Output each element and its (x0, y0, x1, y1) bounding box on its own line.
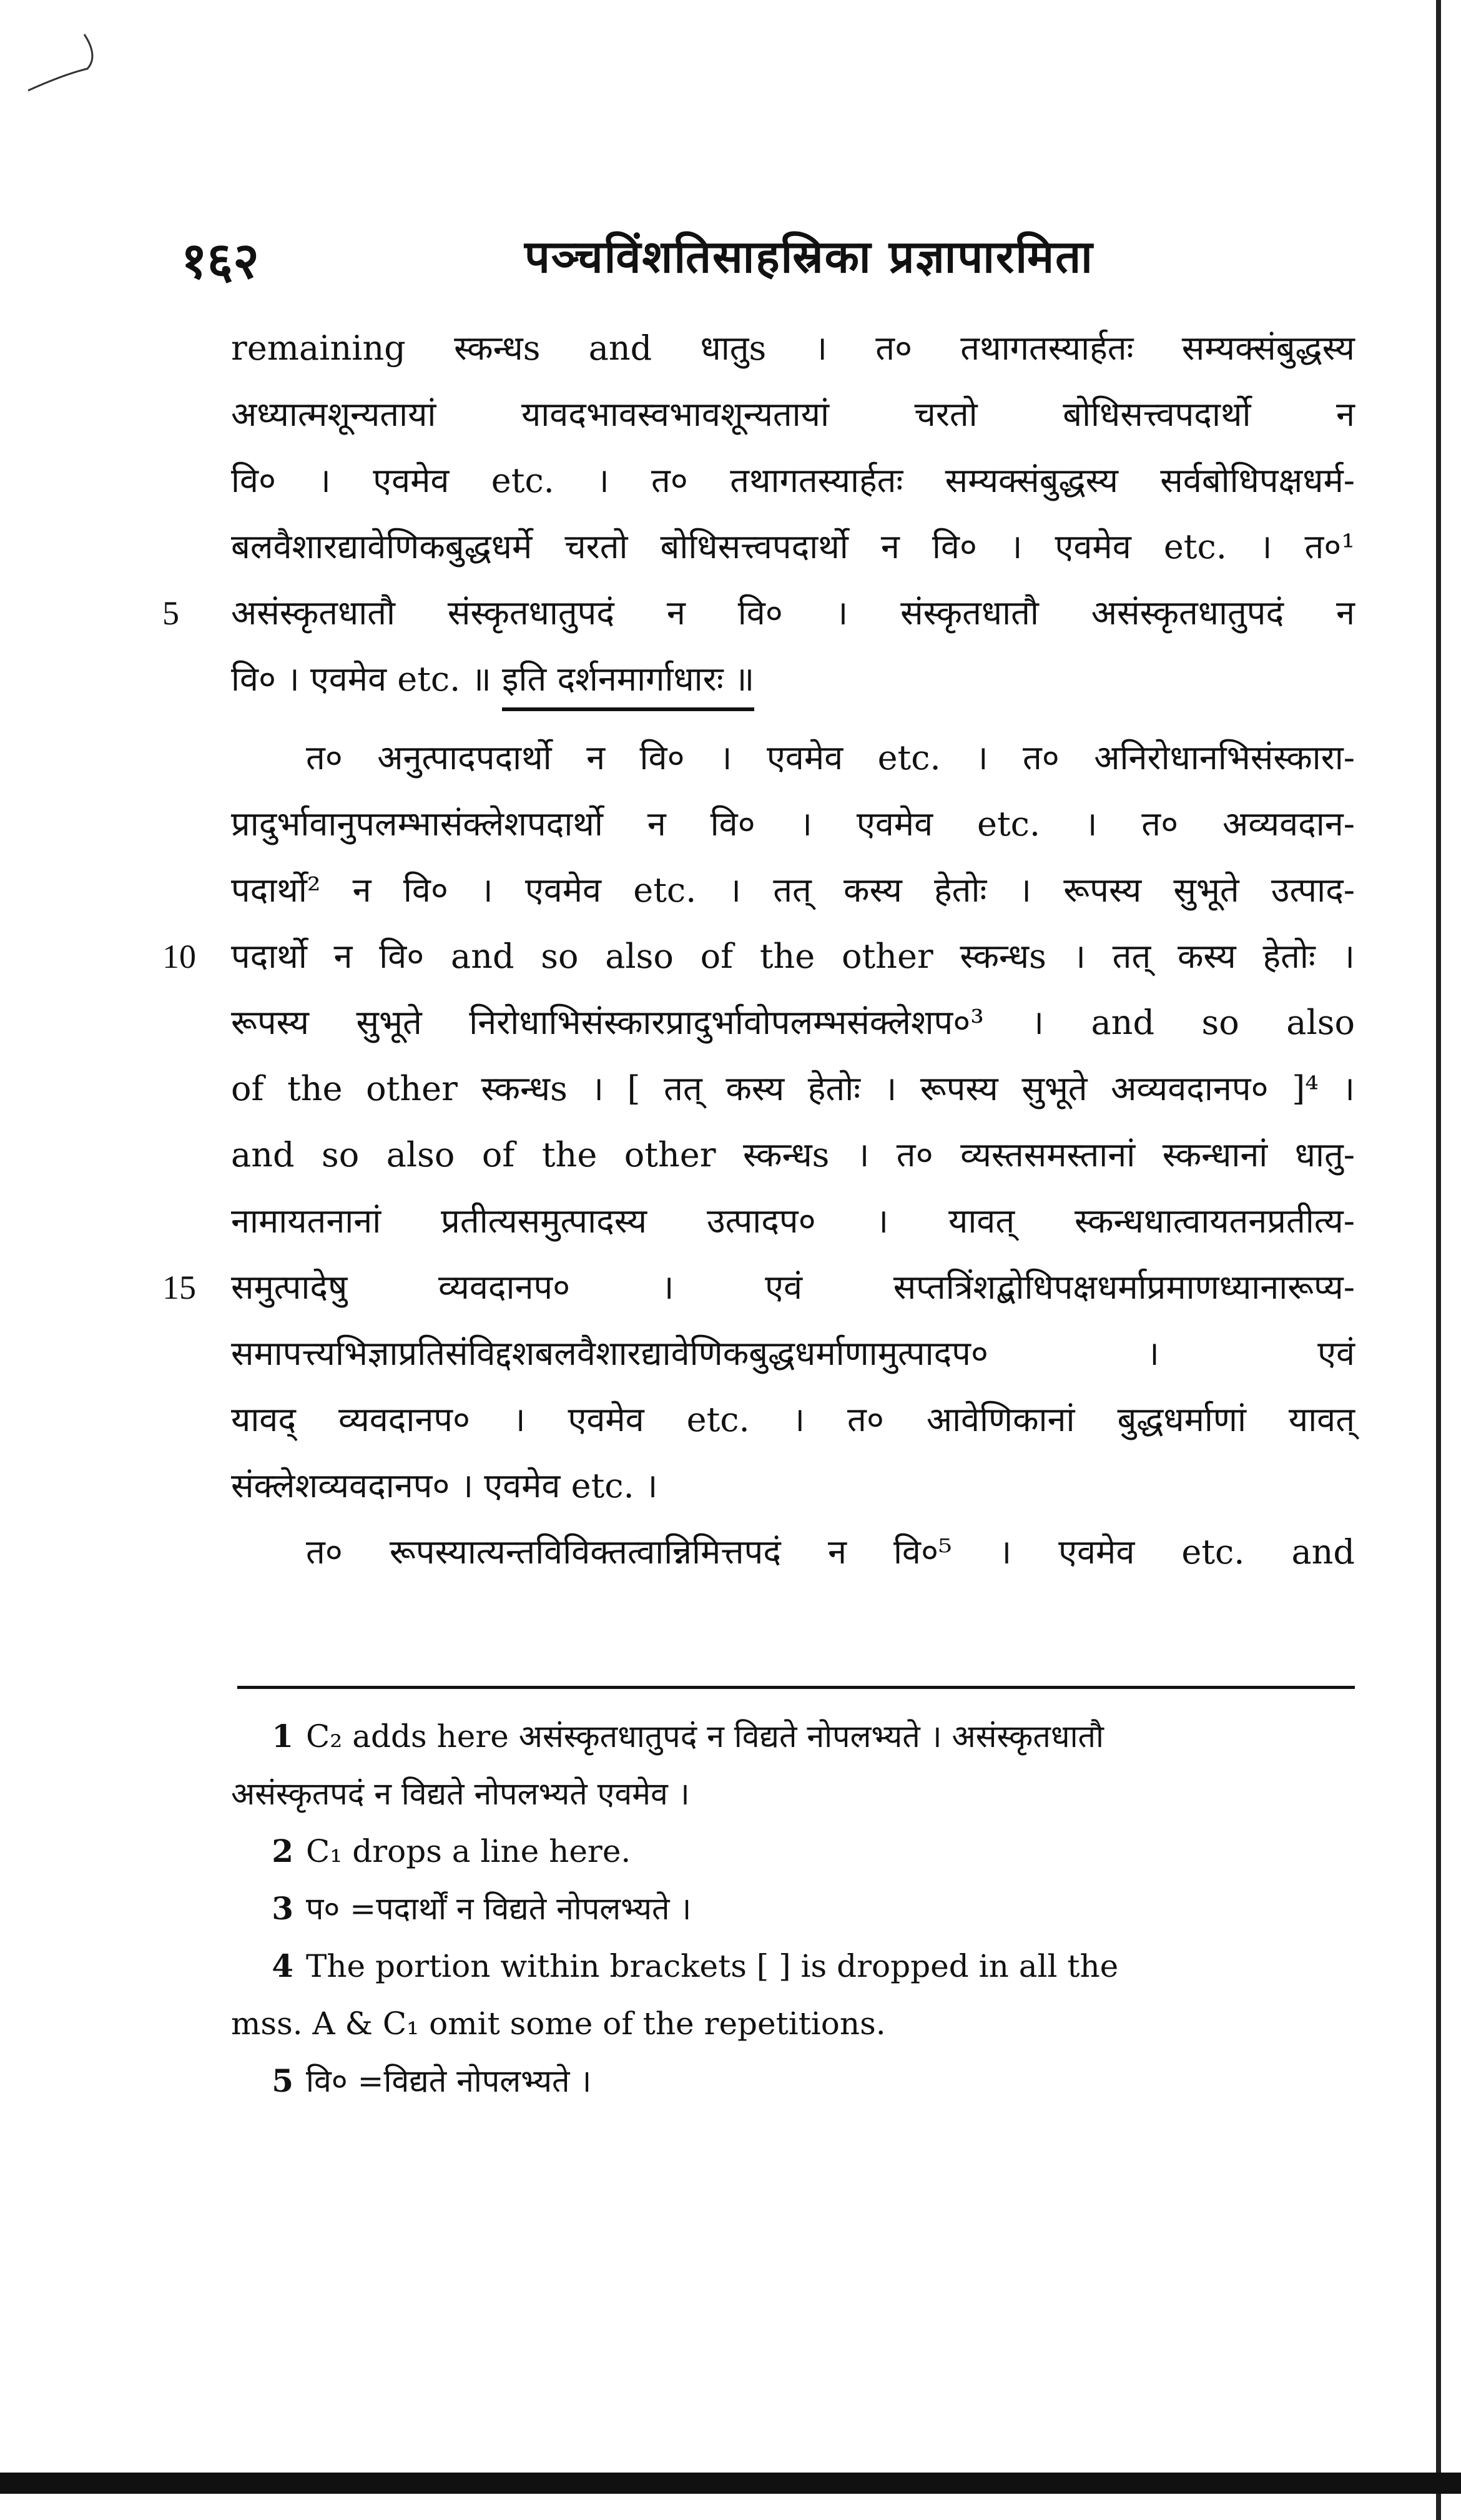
text-line: संक्लेशव्यवदानप० । एवमेव etc. । (231, 1466, 658, 1505)
text-line: समापत्त्यभिज्ञाप्रतिसंविद्दशबलवैशारद्यावेणिकबुद्धधर्माणामुत्पादप० । एवं (231, 1334, 1355, 1373)
text-line: रूपस्य सुभूते निरोधाभिसंस्कारप्रादुर्भावोपलम्भसंक्लेशप०³ । and so also (231, 1003, 1355, 1042)
text-line: प्रादुर्भावानुपलम्भासंक्लेशपदार्थो न वि० । एवमेव etc. । त० अव्यवदान- (231, 804, 1355, 844)
text-line: नामायतनानां प्रतीत्यसमुत्पादस्य उत्पादप० । यावत् स्कन्धधात्वायतनप्रतीत्य- (231, 1201, 1355, 1241)
paragraph-gap (231, 712, 1355, 725)
corner-pencil-mark (25, 31, 100, 94)
text-line-content: पदार्थो न वि० and so also of the other स्कन्धs । तत् कस्य हेतोः । (231, 937, 1355, 976)
footnote-number: 1 (272, 1718, 293, 1755)
text-line: यावद् व्यवदानप० । एवमेव etc. । त० आवेणिकानां बुद्धधर्माणां यावत् (231, 1400, 1355, 1439)
text-line: remaining स्कन्धs and धातुs । त० तथागतस्यार्हतः सम्यक्संबुद्धस्य (231, 328, 1355, 368)
footnote (231, 1823, 1355, 1880)
line-number: 5 (162, 594, 179, 632)
text-line-content: असंस्कृतधातौ संस्कृतधातुपदं न वि० । संस्कृतधातौ असंस्कृतधातुपदं न (231, 593, 1355, 632)
footnote-text: The portion within brackets [ ] is dropped in all the (306, 1948, 1119, 1984)
main-text (162, 315, 1355, 1585)
footnote (231, 1937, 1355, 1995)
text-line: वि० । एवमेव etc. । त० तथागतस्यार्हतः सम्यक्संबुद्धस्य सर्वबोधिपक्षधर्म- (231, 461, 1355, 500)
footnote (231, 2052, 1355, 2110)
text-line (162, 1254, 1355, 1321)
page-number: १६२ (181, 231, 259, 290)
text-line (162, 580, 1355, 646)
line-number: 15 (162, 1269, 196, 1306)
text-line: त० रूपस्यात्यन्तविविक्तत्वान्निमित्तपदं न वि०⁵ । एवमेव etc. and (306, 1532, 1355, 1572)
text-line: and so also of the other स्कन्धs । त० व्यस्तसमस्तानां स्कन्धानां धातु- (231, 1135, 1355, 1174)
running-title: पञ्चविंशतिसाहस्रिका प्रज्ञापारमिता (524, 230, 1094, 283)
section-end-underlined: इति दर्शनमार्गाधारः ॥ (502, 651, 754, 711)
footnote-number: 4 (272, 1947, 293, 1984)
footnote (231, 1708, 1355, 1765)
page-header (181, 225, 1367, 293)
footnote (231, 1880, 1355, 1937)
text-line: पदार्थो² न वि० । एवमेव etc. । तत् कस्य हेतोः । रूपस्य सुभूते उत्पाद- (231, 870, 1355, 910)
footnote-continuation: असंस्कृतपदं न विद्यते नोपलभ्यते एवमेव । (231, 1776, 690, 1812)
footnote-number: 5 (272, 2062, 293, 2099)
footnote-divider (237, 1686, 1355, 1689)
footnote-continuation: mss. A & C₁ omit some of the repetitions. (231, 2006, 886, 2042)
text-line-content: समुत्पादेषु व्यवदानप० । एवं सप्तत्रिंशद्बोधिपक्षधर्माप्रमाणध्यानारूप्य- (231, 1267, 1355, 1307)
text-line (162, 923, 1355, 990)
footnote-text: प० =पदार्थों न विद्यते नोपलभ्यते । (306, 1891, 692, 1927)
text-line-content: वि० । एवमेव etc. ॥ (231, 659, 502, 699)
page-edge (1436, 0, 1441, 2520)
text-line: of the other स्कन्धs । [ तत् कस्य हेतोः । रूपस्य सुभूते अव्यवदानप० ]⁴ । (231, 1069, 1355, 1108)
text-line (231, 646, 1355, 712)
text-line: त० अनुत्पादपदार्थो न वि० । एवमेव etc. । त० अनिरोधानभिसंस्कारा- (306, 738, 1355, 777)
footnotes (231, 1708, 1355, 2110)
footnote-number: 2 (272, 1833, 293, 1869)
footnote-text: वि० =विद्यते नोपलभ्यते । (306, 2063, 592, 2099)
scan-border (0, 2473, 1461, 2494)
text-line: अध्यात्मशून्यतायां यावदभावस्वभावशून्यतायां चरतो बोधिसत्त्वपदार्थो न (231, 395, 1355, 434)
footnote-number: 3 (272, 1890, 293, 1927)
footnote-text: C₁ drops a line here. (306, 1833, 631, 1869)
footnote-text: C₂ adds here असंस्कृतधातुपदं न विद्यते नोपलभ्यते । असंस्कृतधातौ (306, 1718, 1104, 1755)
text-line: बलवैशारद्यावेणिकबुद्धधर्मे चरतो बोधिसत्त्वपदार्थो न वि० । एवमेव etc. । त०¹ (231, 527, 1355, 566)
line-number: 10 (162, 938, 196, 975)
